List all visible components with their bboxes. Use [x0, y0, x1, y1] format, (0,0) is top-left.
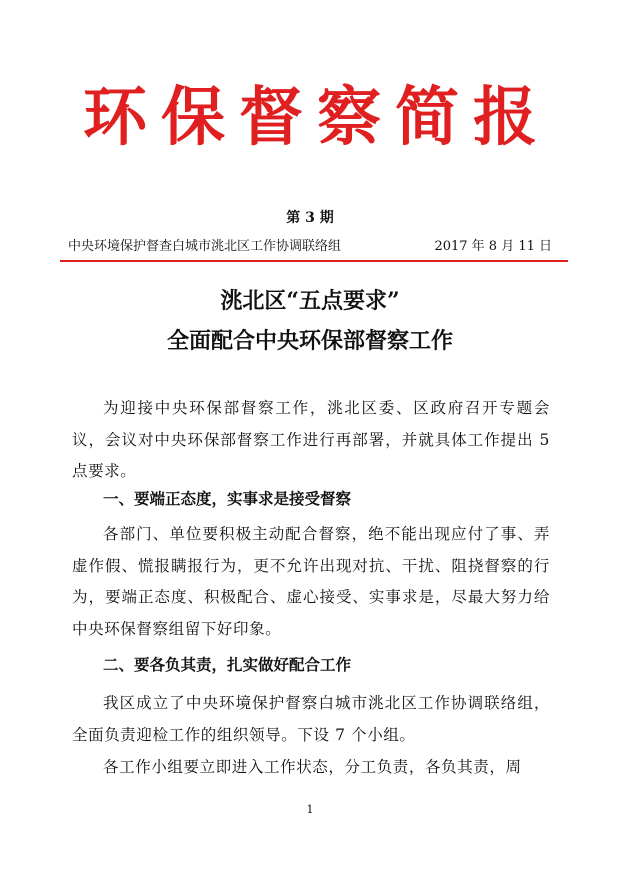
red-divider-line [60, 260, 568, 262]
section-2-paragraph-2: 各工作小组要立即进入工作状态，分工负责，各负其责，周 [103, 758, 522, 776]
section-1-paragraph: 各部门、单位要积极主动配合督察，绝不能出现应付了事、弄虚作假、慌报瞒报行为，更不允许出现对抗、干扰、阻挠督察的行为，要端正态度、积极配合、虚心接受、实事求是，尽最大努力给中央环保督察组留下好印象。 [72, 525, 550, 638]
page-number: 1 [306, 803, 314, 816]
masthead-title: 环保督察简报 [83, 80, 551, 155]
article-title-line-2: 全面配合中央环保部督察工作 [166, 328, 453, 354]
intro-paragraph: 为迎接中央环保部督察工作，洮北区委、区政府召开专题会议，会议对中央环保部督察工作进行再部署，并就具体工作提出 5 点要求。 [72, 399, 550, 480]
issue-number: 第 3 期 [286, 210, 334, 226]
section-heading-1: 一、要端正态度，实事求是接受督察 [103, 489, 352, 508]
section-heading-2: 二、要各负其责，扎实做好配合工作 [103, 655, 352, 674]
issue-date: 2017 年 8 月 11 日 [434, 239, 552, 254]
article-title-line-1: 洮北区“五点要求” [220, 288, 400, 314]
section-2-paragraph-1: 我区成立了中央环境保护督察白城市洮北区工作协调联络组，全面负责迎检工作的组织领导。下设 7 个小组。 [72, 694, 550, 744]
issuer-organization: 中央环境保护督查白城市洮北区工作协调联络组 [68, 239, 342, 254]
